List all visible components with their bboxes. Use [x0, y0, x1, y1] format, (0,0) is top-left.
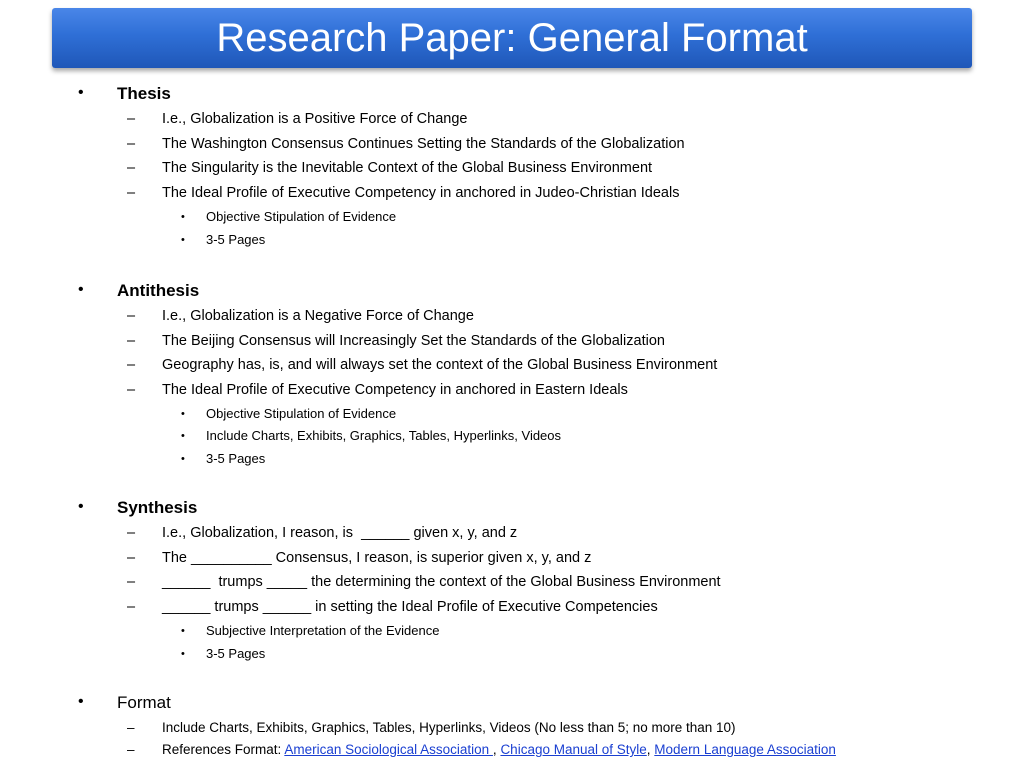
bullet-icon: • — [181, 648, 185, 660]
section-heading: Thesis — [117, 84, 171, 103]
dash-icon: – — [127, 742, 135, 757]
dash-icon: – — [127, 550, 136, 566]
link-american-sociological-association[interactable]: American Sociological Association — [284, 742, 493, 757]
bullet-icon: • — [181, 234, 185, 246]
section-heading: Format — [117, 693, 171, 712]
bullet-icon: • — [78, 498, 84, 515]
link-separator: , — [646, 742, 655, 757]
dash-icon: – — [127, 111, 136, 127]
dash-icon: – — [127, 720, 135, 735]
bullet-icon: • — [78, 281, 84, 298]
dash-icon: – — [127, 357, 136, 373]
dash-icon: – — [127, 160, 136, 176]
slide-content: • Thesis – I.e., Globalization is a Positive Force of Change – The Washington Consensus Continues Setting the Standards of the Globalization – The Singularity is the Inevitable Context of the Global Business Environment – The Ideal Profile of Executive Competency in anchored in Judeo-Christian Ideals • Objective Stipulation of Evidence • 3-5 Pages • Antithesis – I.e., Globalization is a Negative Force of Change – The Beijing Consensus will Increasingly Set the Standards of the Globalization – Geography has, is, and will always set the context of the Global Business Environment – The Ideal Profile of Executive Competency in anchored in Eastern Ideals • Objective Stipulation of Evidence • Include Charts, Exhibits, Graphics, Tables, Hyperlinks, Videos • 3-5 Pages • Synthesis – I.e., Globalization, I reason, is ______ given x, y, and z – The __________ Consensus, I reason, is superior given x, y, and z – ______ trumps _____ the determining the context of the Global Business Environment – ______ trumps ______ in setting the Ideal Profile of Executive Competencies • Subjective Interpretation of the Evidence • 3-5 Pages • Format – Include Charts, Exhibits, Graphics, Tables, Hyperlinks, Videos (No less than 5; no more than 10) – References Format: American Sociological Association , Chicago Manual of Style, Modern Language Association — [78, 84, 836, 757]
dash-icon: – — [127, 574, 136, 590]
dash-icon: – — [127, 525, 136, 541]
dash-icon: – — [127, 599, 136, 615]
dash-icon: – — [127, 185, 136, 201]
bullet-icon: • — [181, 453, 185, 465]
link-separator: , — [492, 742, 501, 757]
dash-icon: – — [127, 333, 136, 349]
section-heading: Antithesis — [117, 281, 200, 300]
bullet-icon: • — [181, 211, 185, 223]
bullet-icon: • — [78, 693, 84, 710]
slide-title: Research Paper: General Format — [216, 16, 808, 60]
bullet-icon: • — [78, 84, 84, 101]
dash-icon: – — [127, 308, 136, 324]
section-heading: Synthesis — [117, 498, 198, 517]
dash-icon: – — [127, 382, 136, 398]
link-modern-language-association[interactable]: Modern Language Association — [654, 742, 836, 757]
bullet-icon: • — [181, 625, 185, 637]
bullet-icon: • — [181, 408, 185, 420]
bullet-icon: • — [181, 430, 185, 442]
references-prefix: References Format: — [162, 742, 285, 757]
dash-icon: – — [127, 136, 136, 152]
link-chicago-manual-of-style[interactable]: Chicago Manual of Style — [500, 742, 647, 757]
